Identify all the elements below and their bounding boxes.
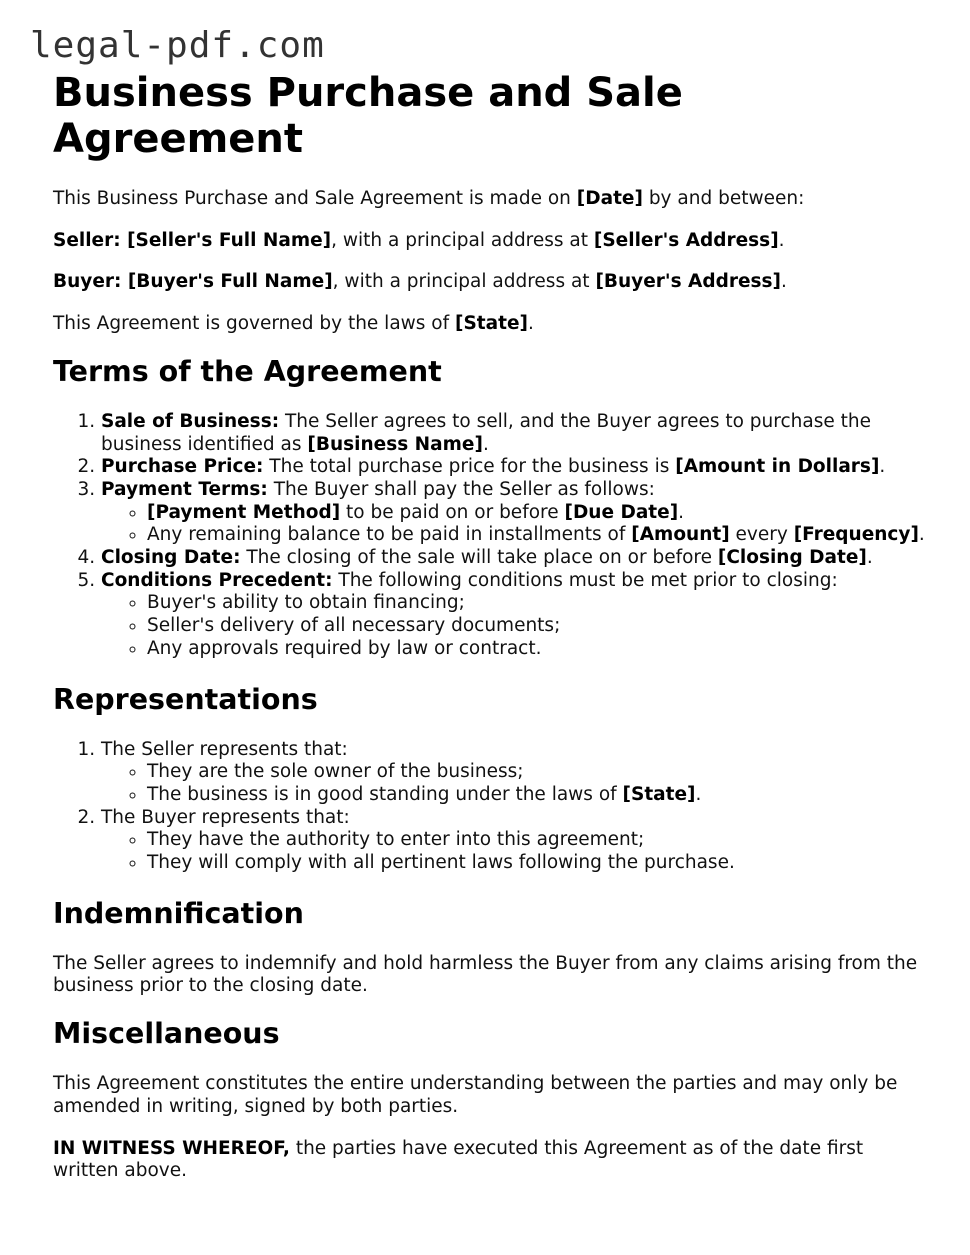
list-item: ◦ Any approvals required by law or contract. [147, 638, 933, 661]
miscellaneous-heading: Miscellaneous [53, 1017, 280, 1051]
term-sale-of-business: 1. Sale of Business: The Seller agrees to sell, and the Buyer agrees to purchase the business identified as [Business Name]. [101, 411, 933, 456]
term-payment-terms: 3. Payment Terms: The Buyer shall pay the Seller as follows: ◦ [Payment Method] to be paid on or before [Due Date]. ◦ Any remaining balance to be paid in installments of [Amount] every [Frequency]. [101, 479, 933, 547]
buyer-name: Buyer: [Buyer's Full Name] [53, 271, 333, 293]
buyer-representations: 2. The Buyer represents that: ◦ They have the authority to enter into this agreement; ◦ They will comply with all pertinent laws following the purchase. [101, 807, 933, 875]
intro-date-line: This Business Purchase and Sale Agreement is made on [Date] by and between: [53, 188, 805, 209]
list-item: ◦ The business is in good standing under the laws of [State]. [147, 784, 933, 807]
witness-clause: IN WITNESS WHEREOF, the parties have executed this Agreement as of the date first written above. [53, 1137, 864, 1182]
buyer-line: Buyer: [Buyer's Full Name], with a principal address at [Buyer's Address]. [53, 271, 787, 293]
list-item: ◦ They have the authority to enter into this agreement; [147, 829, 933, 852]
conditions-list [101, 592, 933, 660]
term-closing-date: 4. Closing Date: The closing of the sale will take place on or before [Closing Date]. [101, 547, 933, 570]
seller-address: [Seller's Address] [593, 229, 779, 251]
watermark: legal-pdf.com [30, 25, 325, 66]
seller-name: Seller: [Seller's Full Name] [53, 229, 332, 251]
list-item: ◦ [Payment Method] to be paid on or before [Due Date]. [147, 502, 933, 525]
terms-heading: Terms of the Agreement [53, 354, 442, 388]
date-placeholder: [Date] [576, 188, 643, 209]
indemnification-heading: Indemnification [53, 896, 304, 930]
miscellaneous-text: This Agreement constitutes the entire understanding between the parties and may only be amended in writing, signed by both parties. [53, 1073, 898, 1117]
seller-representations: 1. The Seller represents that: ◦ They are the sole owner of the business; ◦ The business is in good standing under the laws of [State]. [101, 739, 933, 807]
representations-heading: Representations [53, 682, 318, 716]
buyer-address: [Buyer's Address] [595, 271, 781, 293]
governing-law-line: This Agreement is governed by the laws of [State]. [53, 313, 534, 335]
payment-terms-list [101, 502, 933, 547]
terms-list [53, 411, 933, 661]
document-title: Business Purchase and Sale Agreement [53, 70, 683, 162]
term-conditions-precedent: 5. Conditions Precedent: The following conditions must be met prior to closing: ◦ Buyer's ability to obtain financing; ◦ Seller's delivery of all necessary documents; ◦ Any approvals required by law or contract. [101, 570, 933, 661]
list-item: ◦ They are the sole owner of the business; [147, 761, 933, 784]
buyer-representations-list [101, 829, 933, 874]
representations-list [53, 739, 933, 875]
term-purchase-price: 2. Purchase Price: The total purchase price for the business is [Amount in Dollars]. [101, 456, 933, 479]
list-item: ◦ Buyer's ability to obtain financing; [147, 592, 933, 615]
list-item: ◦ They will comply with all pertinent laws following the purchase. [147, 852, 933, 875]
list-item: ◦ Any remaining balance to be paid in installments of [Amount] every [Frequency]. [147, 524, 933, 547]
state-placeholder: [State] [455, 313, 528, 335]
list-item: ◦ Seller's delivery of all necessary documents; [147, 615, 933, 638]
indemnification-text: The Seller agrees to indemnify and hold harmless the Buyer from any claims arising from the business prior to the closing date. [53, 952, 918, 997]
seller-representations-list [101, 761, 933, 806]
seller-line: Seller: [Seller's Full Name], with a principal address at [Seller's Address]. [53, 229, 785, 251]
document [53, 70, 933, 1202]
